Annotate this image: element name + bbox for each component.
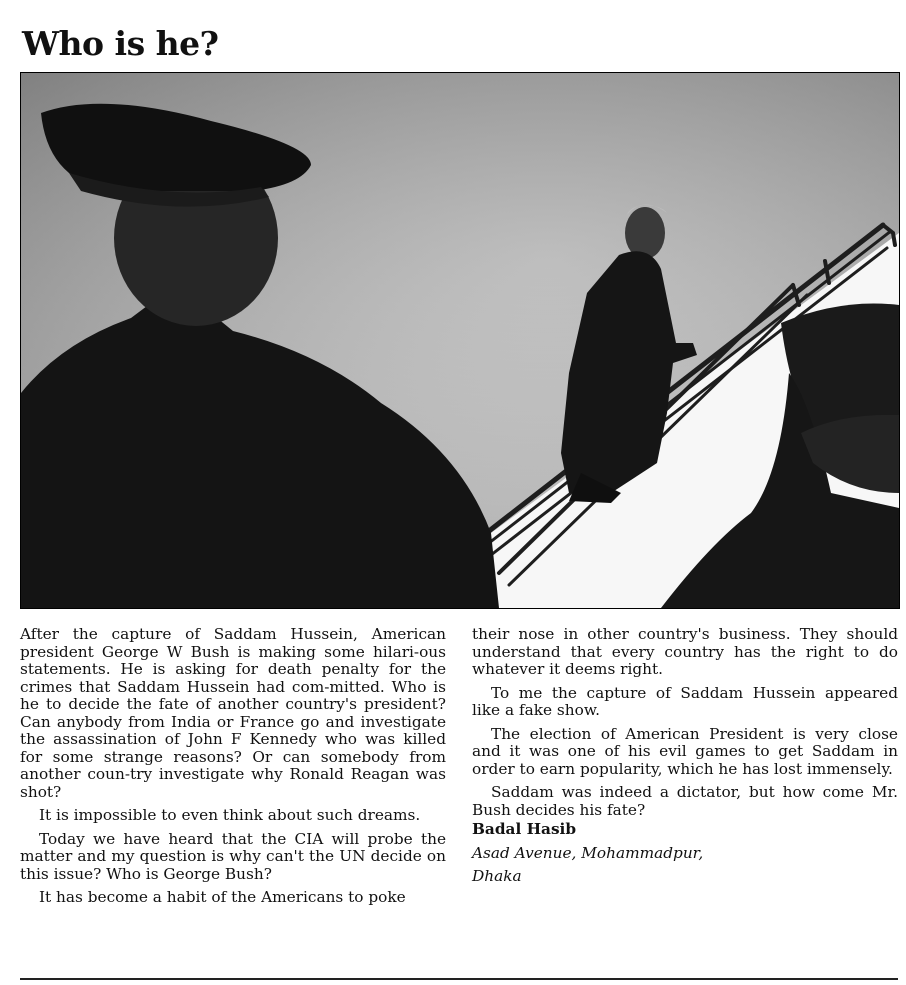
letter-paragraph-5: To me the capture of Saddam Hussein appeared like a fake show. [472, 683, 898, 719]
letter-paragraph-1: After the capture of Saddam Hussein, American president George W Bush is making some hilari-ous statements. He is asking for death penalty for the crimes that Saddam Hussein had com-mitted. Who is he to decide the fate of another country's president? Can anybody from India or France go and investigate the assassination of John F Kennedy who was killed for some strange reasons? Or can somebody from another coun-try investigate why Ronald Reagan was shot? [20, 625, 446, 801]
author-name: Badal Hasib [472, 820, 577, 838]
photo-illustration [21, 73, 899, 608]
letter-paragraph-7: Saddam was indeed a dictator, but how come Mr. Bush decides his fate? [472, 783, 898, 819]
letter-paragraph-4-end: their nose in other country's business. They should understand that every country has the right to do whatever it deems right. [472, 625, 898, 678]
author-address-line-1: Asad Avenue, Mohammadpur, [472, 843, 704, 862]
letter-paragraph-2: It is impossible to even think about such dreams. [39, 806, 421, 824]
letter-paragraph-4-start: It has become a habit of the Americans to poke [39, 888, 406, 906]
letter-column-right [472, 626, 898, 892]
news-photo [20, 72, 900, 609]
headline: Who is he? [22, 24, 219, 63]
letter-paragraph-6: The election of American President is very close and it was one of his evil games to get Saddam in order to earn popularity, which he has lost immensely. [472, 724, 898, 778]
bottom-divider [20, 978, 898, 980]
author-address-line-2: Dhaka [472, 867, 522, 885]
letter-paragraph-3: Today we have heard that the CIA will probe the matter and my question is why can't the UN decide on this issue? Who is George Bush? [20, 829, 446, 883]
letter-column-left [20, 626, 446, 913]
